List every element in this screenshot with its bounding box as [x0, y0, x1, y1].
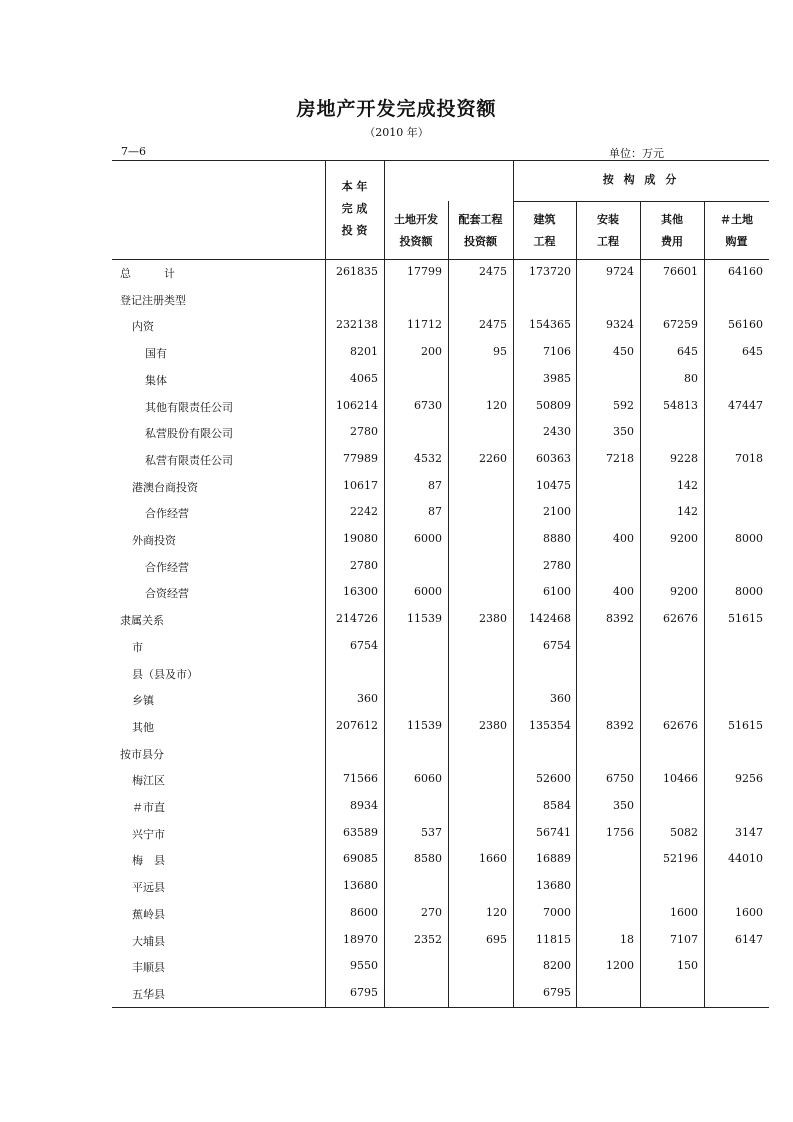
row-label: 梅 县	[132, 854, 165, 868]
cell-build: 16889	[536, 852, 571, 866]
cell-land: 8580	[414, 852, 442, 866]
table-row	[112, 395, 769, 422]
row-label: 蕉岭县	[132, 907, 165, 921]
table-row	[112, 261, 769, 288]
cell-support: 95	[493, 345, 507, 359]
cell-support: 2380	[479, 718, 507, 732]
cell-build: 50809	[536, 398, 571, 412]
row-label: 外商投资	[132, 534, 176, 547]
row-label: 内资	[132, 320, 154, 334]
cell-purchase: 51615	[728, 718, 763, 732]
cell-total: 19080	[343, 532, 378, 545]
cell-total: 77989	[343, 451, 378, 465]
cell-install: 6750	[606, 772, 634, 786]
row-label: 兴宁市	[132, 827, 165, 841]
cell-support: 120	[486, 905, 507, 919]
cell-total: 16300	[343, 585, 378, 599]
cell-land: 11539	[407, 612, 442, 626]
row-label: 合资经营	[145, 587, 189, 601]
cell-build: 6795	[543, 985, 571, 999]
cell-other: 5082	[670, 825, 698, 839]
cell-land: 6000	[414, 585, 442, 599]
cell-build: 6754	[543, 638, 571, 652]
row-label: 合作经营	[145, 560, 189, 574]
cell-land: 4532	[414, 451, 442, 465]
cell-land: 2352	[414, 932, 442, 946]
row-label: 隶属关系	[120, 614, 164, 628]
cell-support: 695	[486, 932, 507, 946]
cell-land: 87	[428, 505, 442, 519]
row-label: 集体	[145, 373, 167, 387]
table-row	[112, 635, 769, 662]
row-label: 国有	[145, 347, 167, 361]
cell-install: 450	[613, 345, 634, 359]
cell-total: 18970	[343, 932, 378, 946]
cell-build: 8200	[543, 959, 571, 973]
table-row	[112, 848, 769, 875]
table-row	[112, 929, 769, 956]
cell-other: 142	[677, 478, 698, 492]
table-row	[112, 662, 769, 689]
cell-install: 1756	[606, 825, 634, 839]
row-label: 其他有限责任公司	[145, 400, 233, 414]
table-row	[112, 341, 769, 368]
cell-total: 360	[357, 692, 378, 706]
row-label: 五华县	[132, 987, 165, 1001]
cell-land: 200	[421, 345, 442, 359]
table-row	[112, 875, 769, 902]
table-row	[112, 982, 769, 1009]
cell-total: 207612	[336, 718, 378, 732]
row-label: 乡镇	[132, 694, 154, 708]
cell-total: 2242	[350, 505, 378, 519]
cell-other: 80	[684, 371, 698, 385]
cell-total: 4065	[350, 371, 378, 385]
cell-other: 54813	[663, 398, 698, 412]
cell-total: 69085	[343, 852, 378, 866]
row-label: 县（县及市）	[132, 667, 198, 681]
cell-build: 13680	[536, 879, 571, 893]
cell-support: 2475	[479, 265, 507, 278]
cell-install: 1200	[606, 959, 634, 973]
header-installation: 安装 工程	[597, 213, 619, 248]
cell-land: 17799	[407, 265, 442, 278]
row-label: 登记注册类型	[120, 293, 186, 307]
data-table	[112, 160, 769, 1008]
cell-other: 62676	[663, 612, 698, 626]
row-label: 私营有限责任公司	[145, 453, 233, 467]
cell-purchase: 64160	[728, 265, 763, 278]
cell-support: 2475	[479, 318, 507, 332]
cell-install: 18	[620, 932, 634, 946]
table-row	[112, 822, 769, 849]
cell-install: 9324	[606, 318, 634, 332]
table-row	[112, 715, 769, 742]
row-label: 其他	[132, 720, 154, 734]
cell-purchase: 44010	[728, 852, 763, 866]
cell-other: 10466	[663, 772, 698, 786]
cell-build: 2430	[543, 425, 571, 439]
cell-land: 11712	[407, 318, 442, 332]
cell-land: 6730	[414, 398, 442, 412]
table-row	[112, 528, 769, 555]
cell-purchase: 8000	[735, 585, 763, 599]
cell-total: 261835	[336, 265, 378, 278]
cell-build: 6100	[543, 585, 571, 599]
cell-install: 400	[613, 585, 634, 599]
cell-land: 270	[421, 905, 442, 919]
cell-install: 8392	[606, 718, 634, 732]
cell-build: 8584	[543, 799, 571, 812]
cell-total: 106214	[336, 398, 378, 412]
cell-other: 67259	[663, 318, 698, 332]
cell-purchase: 56160	[728, 318, 763, 332]
cell-land: 6000	[414, 532, 442, 545]
cell-other: 9200	[670, 585, 698, 599]
cell-land: 87	[428, 478, 442, 492]
table-row	[112, 608, 769, 635]
cell-install: 8392	[606, 612, 634, 626]
row-label: 平远县	[132, 881, 165, 895]
header-land-purchase: ＃土地 购置	[720, 213, 753, 248]
table-row	[112, 688, 769, 715]
cell-total: 2780	[350, 558, 378, 572]
table-row	[112, 768, 769, 795]
cell-purchase: 7018	[735, 451, 763, 465]
cell-land: 11539	[407, 718, 442, 732]
table-row	[112, 475, 769, 502]
cell-total: 71566	[343, 772, 378, 786]
cell-install: 9724	[606, 265, 634, 278]
row-label: 按市县分	[120, 747, 164, 761]
cell-build: 52600	[536, 772, 571, 786]
cell-other: 142	[677, 505, 698, 519]
cell-total: 9550	[350, 959, 378, 973]
table-row	[112, 421, 769, 448]
row-label: 总 计	[120, 267, 175, 280]
cell-other: 9200	[670, 532, 698, 545]
header-composition: 按 构 成 分	[602, 173, 680, 186]
table-row	[112, 314, 769, 341]
row-label: 私营股份有限公司	[145, 427, 233, 441]
cell-support: 2260	[479, 451, 507, 465]
cell-other: 7107	[670, 932, 698, 946]
cell-total: 6754	[350, 638, 378, 652]
cell-total: 6795	[350, 985, 378, 999]
cell-land: 6060	[414, 772, 442, 786]
cell-other: 9228	[670, 451, 698, 465]
cell-purchase: 6147	[735, 932, 763, 946]
cell-purchase: 1600	[735, 905, 763, 919]
header-other: 其他 费用	[661, 213, 683, 248]
cell-other: 62676	[663, 718, 698, 732]
cell-build: 135354	[529, 718, 571, 732]
row-label: 市	[132, 640, 143, 654]
cell-total: 10617	[343, 478, 378, 492]
table-code: 7—6	[121, 145, 146, 158]
composition-rule	[513, 201, 769, 202]
cell-purchase: 51615	[728, 612, 763, 626]
table-row	[112, 795, 769, 822]
page-title: 房地产开发完成投资额	[296, 98, 497, 120]
header-total: 本 年 完 成 投 资	[341, 180, 368, 237]
header-bottom-rule	[112, 259, 769, 260]
cell-purchase: 645	[742, 345, 763, 359]
table-row	[112, 368, 769, 395]
row-label: 大埔县	[132, 934, 165, 948]
table-row	[112, 955, 769, 982]
row-label: 港澳台商投资	[132, 480, 198, 494]
cell-build: 11815	[536, 932, 571, 946]
cell-build: 7000	[543, 905, 571, 919]
table-row	[112, 555, 769, 582]
cell-build: 10475	[536, 478, 571, 492]
cell-support: 2380	[479, 612, 507, 626]
table-row	[112, 501, 769, 528]
cell-total: 8600	[350, 905, 378, 919]
table-row	[112, 742, 769, 769]
cell-build: 7106	[543, 345, 571, 359]
cell-install: 350	[613, 425, 634, 439]
cell-build: 2780	[543, 558, 571, 572]
cell-total: 63589	[343, 825, 378, 839]
row-label: 合作经营	[145, 507, 189, 521]
table-row	[112, 902, 769, 929]
table-row	[112, 448, 769, 475]
cell-build: 154365	[529, 318, 571, 332]
cell-other: 150	[677, 959, 698, 973]
header-land-dev: 土地开发 投资额	[394, 213, 438, 248]
cell-purchase: 3147	[735, 825, 763, 839]
cell-install: 7218	[606, 451, 634, 465]
cell-support: 120	[486, 398, 507, 412]
cell-other: 52196	[663, 852, 698, 866]
cell-total: 8934	[350, 799, 378, 812]
cell-build: 56741	[536, 825, 571, 839]
cell-build: 142468	[529, 612, 571, 626]
cell-install: 592	[613, 398, 634, 412]
table-top-rule	[112, 160, 769, 161]
cell-install: 400	[613, 532, 634, 545]
row-label: 丰顺县	[132, 961, 165, 975]
table-row	[112, 581, 769, 608]
row-label: ＃市直	[132, 801, 165, 814]
cell-purchase: 47447	[728, 398, 763, 412]
cell-other: 1600	[670, 905, 698, 919]
cell-total: 13680	[343, 879, 378, 893]
cell-build: 3985	[543, 371, 571, 385]
cell-build: 2100	[543, 505, 571, 519]
cell-land: 537	[421, 825, 442, 839]
unit-label: 单位：万元	[609, 147, 664, 160]
cell-purchase: 9256	[735, 772, 763, 786]
header-construction: 建筑 工程	[533, 213, 556, 248]
table-row	[112, 288, 769, 315]
cell-install: 350	[613, 799, 634, 812]
cell-purchase: 8000	[735, 532, 763, 545]
cell-support: 1660	[479, 852, 507, 866]
cell-build: 8880	[543, 532, 571, 545]
cell-total: 8201	[350, 345, 378, 359]
cell-other: 76601	[663, 265, 698, 278]
header-supporting: 配套工程 投资额	[458, 213, 503, 248]
cell-other: 645	[677, 345, 698, 359]
row-label: 梅江区	[132, 774, 165, 788]
page-subtitle: （2010 年）	[364, 126, 429, 139]
cell-build: 360	[550, 692, 571, 706]
cell-total: 2780	[350, 425, 378, 439]
cell-total: 214726	[336, 612, 378, 626]
cell-total: 232138	[336, 318, 378, 332]
cell-build: 173720	[529, 265, 571, 278]
cell-build: 60363	[536, 451, 571, 465]
